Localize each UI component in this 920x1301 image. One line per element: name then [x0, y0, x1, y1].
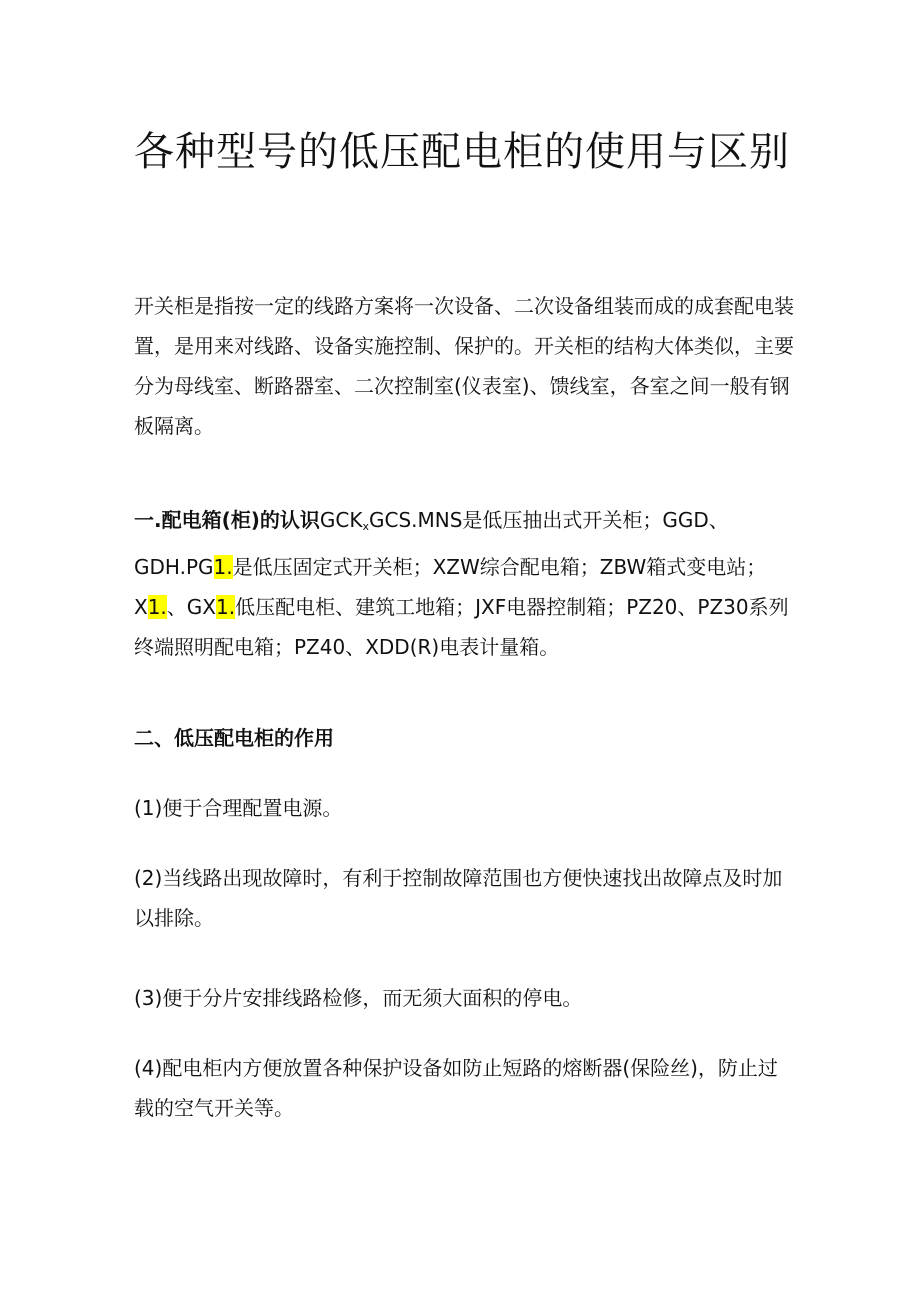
- list-item: (3)便于分片安排线路检修，而无须大面积的停电。: [134, 986, 583, 1010]
- section1-heading: 一.配电箱(柜)的认识: [134, 508, 320, 532]
- section2-heading: 二、低压配电柜的作用: [134, 726, 334, 750]
- subscript-x: x: [362, 520, 369, 533]
- intro-paragraph: 开关柜是指按一定的线路方案将一次设备、二次设备组装而成的成套配电装置，是用来对线路、设备实施控制、保护的。开关柜的结构大体类似，主要分为母线室、断路器室、二次控制室(仪表室)、馈线室，各室之间一般有钢板隔离。: [134, 294, 794, 438]
- section1-text: GCK: [319, 508, 363, 532]
- highlighted-text: 1.: [216, 595, 236, 619]
- section1-text: GCS.MNS是低压抽出式开关柜；GGD、GDH.PG: [134, 508, 729, 579]
- section1-paragraph: [134, 500, 794, 667]
- list-item: (4)配电柜内方便放置各种保护设备如防止短路的熔断器(保险丝)，防止过载的空气开关等。: [134, 1056, 778, 1120]
- section1-text: 是低压固定式开关柜；XZW综合配电箱；ZBW箱式变电站；X: [134, 555, 767, 619]
- highlighted-text: 1.: [147, 595, 167, 619]
- list-item: (2)当线路出现故障时，有利于控制故障范围也方便快速找出故障点及时加以排除。: [134, 866, 783, 930]
- section1-text: 低压配电柜、建筑工地箱；JXF电器控制箱；PZ20、PZ30系列终端照明配电箱；PZ40、XDD(R)电表计量箱。: [134, 595, 789, 659]
- list-item: (1)便于合理配置电源。: [134, 796, 343, 820]
- highlighted-text: 1.: [213, 555, 233, 579]
- section1-text: 、GX: [166, 595, 216, 619]
- document-title: 各种型号的低压配电柜的使用与区别: [134, 129, 790, 175]
